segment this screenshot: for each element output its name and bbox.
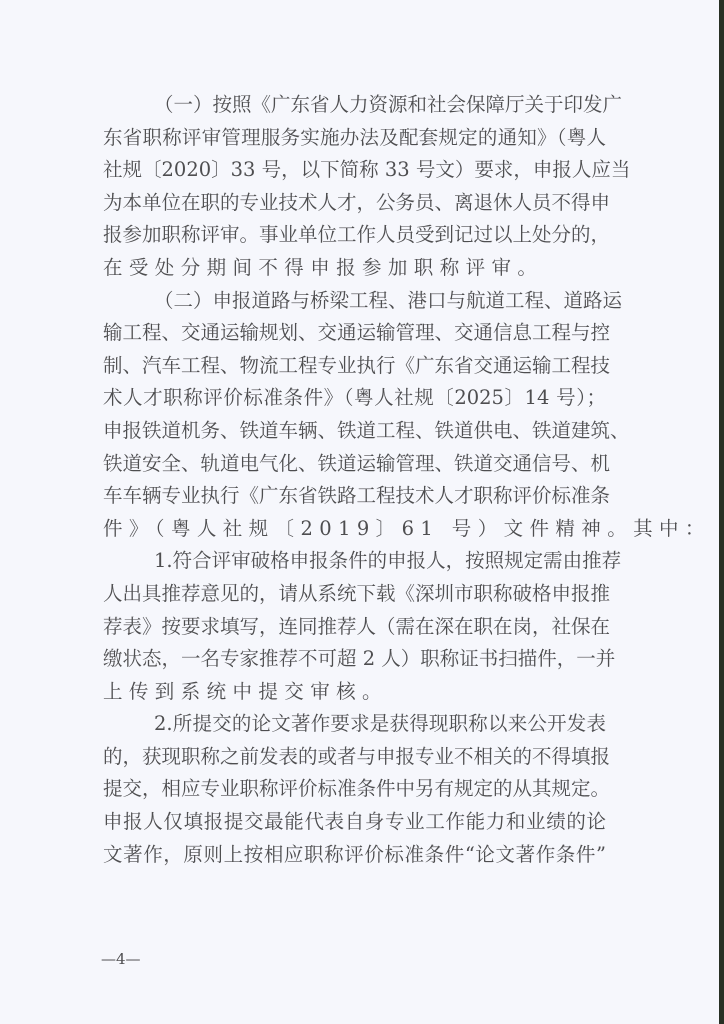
paragraph-first-line: 2.所提交的论文著作要求是获得现职称以来公开发表 bbox=[154, 712, 606, 736]
body-text bbox=[103, 89, 711, 871]
text-line: 输工程、交通运输规划、交通运输管理、交通信息工程与控 bbox=[103, 321, 611, 345]
page-number: —4— bbox=[101, 950, 141, 968]
text-line: 社规〔2020〕33 号，以下简称 33 号文）要求，申报人应当 bbox=[103, 158, 631, 182]
text-line: 上传到系统中提交审核。 bbox=[103, 679, 388, 703]
text-line: 东省职称评审管理服务实施办法及配套规定的通知》（粤人 bbox=[103, 125, 606, 149]
text-line: 荐表》按要求填写，连同推荐人（需在深在职在岗，社保在 bbox=[103, 614, 611, 638]
text-line: 铁道安全、轨道电气化、铁道运输管理、铁道交通信号、机 bbox=[103, 451, 611, 475]
scan-edge-strip bbox=[719, 0, 724, 1024]
text-line: 申报铁道机务、铁道车辆、铁道工程、铁道供电、铁道建筑、 bbox=[103, 418, 630, 442]
text-line: 件》（粤人社规〔2019〕61 号）文件精神。其中： bbox=[103, 516, 711, 540]
text-line: 术人才职称评价标准条件》（粤人社规〔2025〕14 号）； bbox=[103, 386, 606, 410]
text-line: 缴状态，一名专家推荐不可超 2 人）职称证书扫描件，一并 bbox=[103, 647, 616, 671]
paragraph-first-line: 1.符合评审破格申报条件的申报人，按照规定需由推荐 bbox=[154, 549, 622, 573]
paragraph-first-line: （一）按照《广东省人力资源和社会保障厅关于印发广 bbox=[154, 93, 623, 116]
text-line: 人出具推荐意见的，请从系统下载《深圳市职称破格申报推 bbox=[103, 581, 611, 605]
text-line: 文著作，原则上按相应职称评价标准条件“论文著作条件” bbox=[103, 842, 606, 866]
text-line: 车车辆专业执行《广东省铁路工程技术人才职称评价标准条 bbox=[103, 484, 611, 508]
text-line: 的，获现职称之前发表的或者与申报专业不相关的不得填报 bbox=[103, 744, 611, 768]
text-line: 提交，相应专业职称评价标准条件中另有规定的从其规定。 bbox=[103, 777, 611, 801]
text-line: 在受处分期间不得申报参加职称评审。 bbox=[103, 255, 544, 279]
text-line: 报参加职称评审。事业单位工作人员受到记过以上处分的， bbox=[103, 223, 611, 247]
text-line: 申报人仅填报提交最能代表自身专业工作能力和业绩的论 bbox=[103, 810, 606, 834]
paragraph-first-line: （二）申报道路与桥梁工程、港口与航道工程、道路运 bbox=[154, 288, 623, 312]
text-line: 制、汽车工程、物流工程专业执行《广东省交通运输工程技 bbox=[103, 353, 611, 377]
text-line: 为本单位在职的专业技术人才，公务员、离退休人员不得申 bbox=[103, 190, 611, 214]
